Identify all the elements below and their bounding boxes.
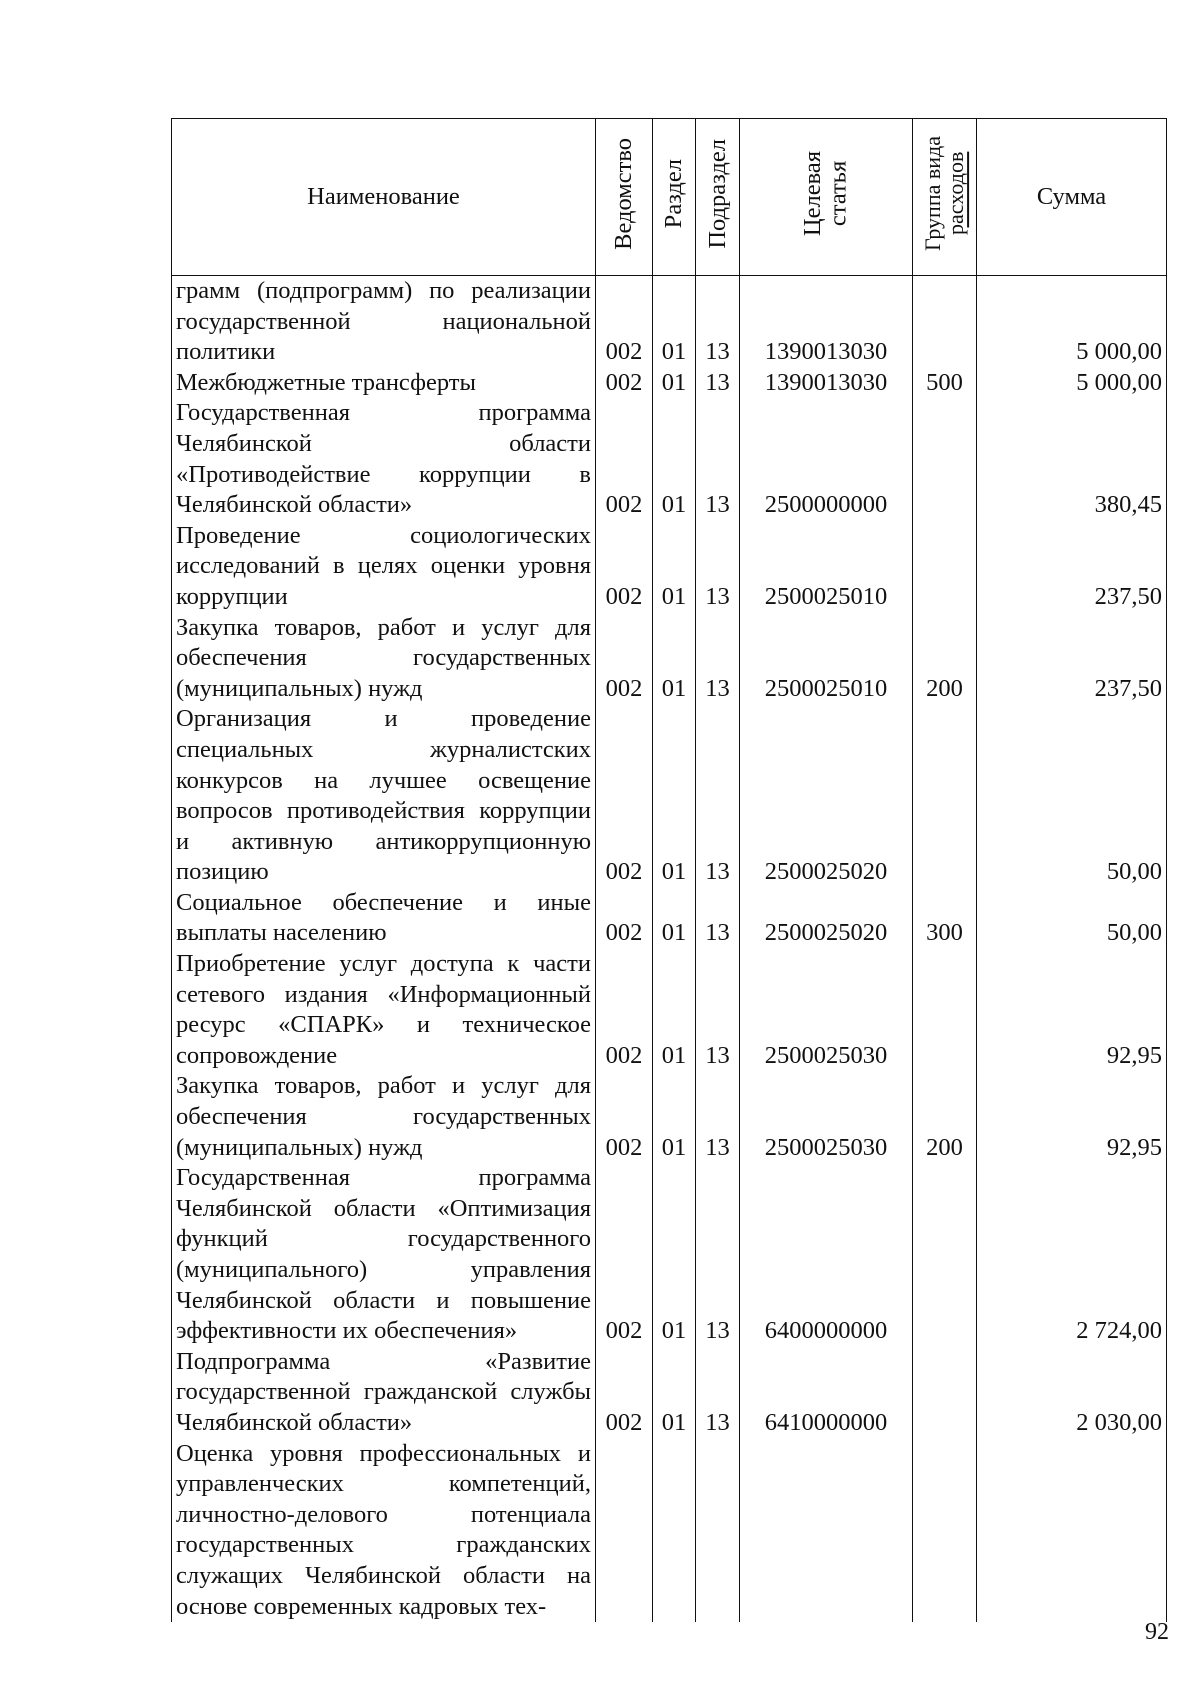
- cell-celevaya-statya: 1390013030: [740, 368, 913, 399]
- cell-podrazdel: 13: [696, 521, 740, 613]
- cell-podrazdel: 13: [696, 704, 740, 888]
- table-header-row: [172, 119, 1167, 276]
- cell-razdel: 01: [653, 521, 696, 613]
- cell-name: Межбюджетные трансферты: [172, 368, 596, 399]
- cell-celevaya-statya: 2500025020: [740, 704, 913, 888]
- table-row: [172, 276, 1167, 368]
- cell-celevaya-statya: 1390013030: [740, 276, 913, 368]
- cell-summa: 92,95: [977, 949, 1167, 1071]
- cell-celevaya-statya: 2500000000: [740, 398, 913, 520]
- cell-gruppa-vida-rashodov: [913, 1163, 977, 1347]
- header-vedomstvo: Ведомство: [596, 119, 653, 276]
- cell-vedomstvo: 002: [596, 949, 653, 1071]
- cell-vedomstvo: 002: [596, 1071, 653, 1163]
- table-row: [172, 888, 1167, 949]
- cell-celevaya-statya: 6400000000: [740, 1163, 913, 1347]
- cell-razdel: 01: [653, 613, 696, 705]
- cell-vedomstvo: 002: [596, 888, 653, 949]
- cell-name: Оценка уровня профессиональных и управленческих компетенций, личностно-делового потенциала государственных гражданских служащих Челябинской области на основе современных кадровых тех-: [172, 1439, 596, 1623]
- cell-vedomstvo: 002: [596, 368, 653, 399]
- cell-podrazdel: 13: [696, 398, 740, 520]
- cell-podrazdel: 13: [696, 1071, 740, 1163]
- cell-celevaya-statya: 6410000000: [740, 1347, 913, 1439]
- header-summa: Сумма: [977, 119, 1167, 276]
- cell-podrazdel: [696, 1439, 740, 1623]
- header-name: Наименование: [172, 119, 596, 276]
- cell-celevaya-statya: 2500025010: [740, 613, 913, 705]
- cell-gruppa-vida-rashodov: 200: [913, 1071, 977, 1163]
- cell-podrazdel: 13: [696, 888, 740, 949]
- cell-summa: 50,00: [977, 704, 1167, 888]
- cell-vedomstvo: 002: [596, 276, 653, 368]
- cell-name: Подпрограмма «Развитие государственной гражданской службы Челябинской области»: [172, 1347, 596, 1439]
- header-gruppa-vida-rashodov: Группа вида расходов: [913, 119, 977, 276]
- cell-razdel: 01: [653, 704, 696, 888]
- cell-celevaya-statya: 2500025030: [740, 1071, 913, 1163]
- cell-gruppa-vida-rashodov: [913, 521, 977, 613]
- cell-summa: 237,50: [977, 613, 1167, 705]
- cell-razdel: 01: [653, 888, 696, 949]
- cell-gruppa-vida-rashodov: [913, 949, 977, 1071]
- cell-razdel: 01: [653, 368, 696, 399]
- cell-name: Проведение социологических исследований в целях оценки уровня коррупции: [172, 521, 596, 613]
- cell-summa: 380,45: [977, 398, 1167, 520]
- table-row: [172, 368, 1167, 399]
- cell-summa: [977, 1439, 1167, 1623]
- cell-summa: 2 724,00: [977, 1163, 1167, 1347]
- table-row: [172, 1071, 1167, 1163]
- table-row: [172, 1439, 1167, 1623]
- cell-gruppa-vida-rashodov: [913, 276, 977, 368]
- cell-gruppa-vida-rashodov: [913, 1347, 977, 1439]
- cell-razdel: 01: [653, 1071, 696, 1163]
- cell-razdel: 01: [653, 949, 696, 1071]
- cell-name: Государственная программа Челябинской области «Противодействие коррупции в Челябинской области»: [172, 398, 596, 520]
- table-row: [172, 613, 1167, 705]
- cell-summa: 5 000,00: [977, 276, 1167, 368]
- cell-gruppa-vida-rashodov: [913, 398, 977, 520]
- cell-podrazdel: 13: [696, 276, 740, 368]
- table-row: [172, 949, 1167, 1071]
- cell-summa: 50,00: [977, 888, 1167, 949]
- cell-razdel: 01: [653, 398, 696, 520]
- cell-razdel: 01: [653, 1163, 696, 1347]
- cell-vedomstvo: 002: [596, 1347, 653, 1439]
- cell-name: Государственная программа Челябинской области «Оптимизация функций государственного (муниципального) управления Челябинской области и повышение эффективности их обеспечения»: [172, 1163, 596, 1347]
- cell-gruppa-vida-rashodov: [913, 1439, 977, 1623]
- cell-vedomstvo: [596, 1439, 653, 1623]
- cell-gruppa-vida-rashodov: 300: [913, 888, 977, 949]
- cell-razdel: 01: [653, 276, 696, 368]
- cell-summa: 2 030,00: [977, 1347, 1167, 1439]
- cell-celevaya-statya: 2500025030: [740, 949, 913, 1071]
- cell-name: грамм (подпрограмм) по реализации государственной национальной политики: [172, 276, 596, 368]
- table-row: [172, 704, 1167, 888]
- cell-summa: 5 000,00: [977, 368, 1167, 399]
- cell-name: Организация и проведение специальных журналистских конкурсов на лучшее освещение вопросов противодействия коррупции и активную антикоррупционную позицию: [172, 704, 596, 888]
- table-row: [172, 521, 1167, 613]
- header-celevaya-statya: Целевая статья: [740, 119, 913, 276]
- cell-podrazdel: 13: [696, 1163, 740, 1347]
- header-razdel: Раздел: [653, 119, 696, 276]
- cell-summa: 237,50: [977, 521, 1167, 613]
- cell-vedomstvo: 002: [596, 704, 653, 888]
- cell-gruppa-vida-rashodov: 500: [913, 368, 977, 399]
- table-row: [172, 1347, 1167, 1439]
- cell-name: Закупка товаров, работ и услуг для обеспечения государственных (муниципальных) нужд: [172, 1071, 596, 1163]
- cell-vedomstvo: 002: [596, 398, 653, 520]
- cell-vedomstvo: 002: [596, 521, 653, 613]
- cell-podrazdel: 13: [696, 1347, 740, 1439]
- table-row: [172, 1163, 1167, 1347]
- cell-podrazdel: 13: [696, 368, 740, 399]
- cell-name: Приобретение услуг доступа к части сетевого издания «Информационный ресурс «СПАРК» и техническое сопровождение: [172, 949, 596, 1071]
- cell-gruppa-vida-rashodov: [913, 704, 977, 888]
- cell-gruppa-vida-rashodov: 200: [913, 613, 977, 705]
- budget-table: [171, 118, 1167, 1622]
- cell-summa: 92,95: [977, 1071, 1167, 1163]
- cell-razdel: [653, 1439, 696, 1623]
- cell-celevaya-statya: 2500025010: [740, 521, 913, 613]
- cell-celevaya-statya: 2500025020: [740, 888, 913, 949]
- table-body: [172, 276, 1167, 1623]
- cell-razdel: 01: [653, 1347, 696, 1439]
- table-row: [172, 398, 1167, 520]
- cell-podrazdel: 13: [696, 949, 740, 1071]
- page-number: 92: [1145, 1619, 1169, 1645]
- cell-podrazdel: 13: [696, 613, 740, 705]
- header-podrazdel: Подраздел: [696, 119, 740, 276]
- cell-name: Социальное обеспечение и иные выплаты населению: [172, 888, 596, 949]
- cell-vedomstvo: 002: [596, 1163, 653, 1347]
- cell-vedomstvo: 002: [596, 613, 653, 705]
- cell-celevaya-statya: [740, 1439, 913, 1623]
- cell-name: Закупка товаров, работ и услуг для обеспечения государственных (муниципальных) нужд: [172, 613, 596, 705]
